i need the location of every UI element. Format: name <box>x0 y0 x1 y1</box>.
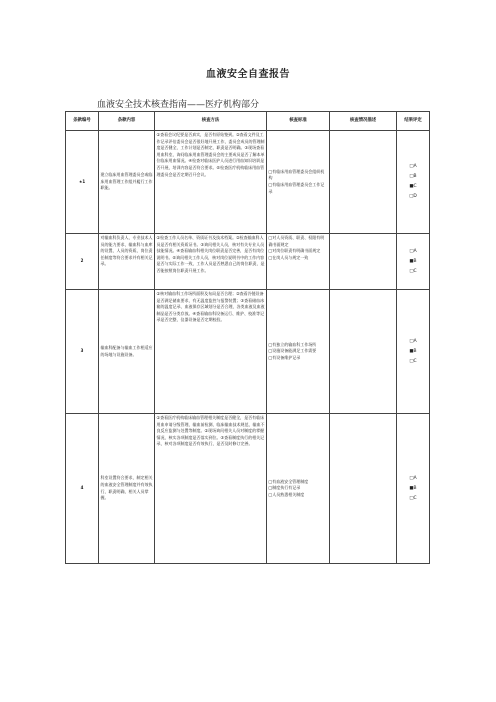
row-method: ①检查工作人员名单、资质证书及技术档案。②检查输血科人员是否有相关资质证书。③询问相关人员，核对有关专业人员技能情况。④查看输血科相关岗位职责是否完善，是否有岗位说明书。⑤询问相关工作人员，核对岗位说明书中的工作内容是否与实际工作一致，工作人员是否熟悉自己的岗位职责，是否能按照岗位职责开展工作。 <box>155 234 267 290</box>
row-content: 建立临床用血管理委员会或临床用血管理工作组并履行工作职能。 <box>99 131 155 234</box>
table-row <box>66 290 430 414</box>
eval-option[interactable]: ■C <box>409 184 417 189</box>
eval-option[interactable]: ■B <box>409 348 417 354</box>
row-content: 输血科配备与输血工作相适应的场地与设施设备。 <box>99 290 155 414</box>
row-evaluation <box>397 290 430 414</box>
row-content: 对输血科负责人、专业技术人员的能力要求、输血科与血库的设置、人员的资质、岗位责任制度等符合要求并有相关记录。 <box>99 234 155 290</box>
row-number: 2 <box>66 234 99 290</box>
row-evaluation <box>397 234 430 290</box>
row-method: ①核对输血科工作场所面积及布局是否合理；②查看冷链设备是否满足储血要求，有无温度监控与报警装置；③查看储血冰箱的温度记录、血液保存区域划分是否合理，各类血液及血液制品是否分类存放。④查看输血科设备运行、维护、校准等记录是否完整，仪器设备是否定期校验。 <box>155 290 267 414</box>
header-check-method: 核查方法 <box>155 112 267 131</box>
doc-subtitle: 血液安全技术核查指南——医疗机构部分 <box>97 100 260 110</box>
eval-option[interactable]: ■B <box>409 485 417 491</box>
doc-title: 血液安全自查报告 <box>206 69 290 80</box>
row-standard: □有独立的输血科工作场所 □设施设备能满足工作需要 □有设备维护记录 <box>267 290 330 414</box>
row-description <box>330 131 397 234</box>
check-table <box>65 111 430 564</box>
header-check-standard: 核查标准 <box>267 112 330 131</box>
eval-option[interactable]: □A <box>409 248 417 254</box>
row-content: 科室设置符合要求，制定相关的血液安全管理制度并有效执行，职责明确，相关人员掌握。 <box>99 414 155 564</box>
header-result-evaluation: 结果评定 <box>397 112 430 131</box>
row-description <box>330 290 397 414</box>
row-standard: □对人员资质、职责、权限有明确书面规定 □对岗位职责有明确书面规定 □在岗人员与规定一致 <box>267 234 330 290</box>
eval-option[interactable]: □A <box>409 338 417 344</box>
row-standard: □有临床用血管理委员会组织机构 □有临床用血管理委员会工作记录 <box>267 131 330 234</box>
eval-option[interactable]: □C <box>409 495 417 501</box>
row-number: 4 <box>66 414 99 564</box>
eval-option[interactable]: □C <box>409 268 417 274</box>
eval-option[interactable]: □D <box>409 194 417 199</box>
row-method: ①查看医疗机构临床输血管理相关制度是否健全，是否有临床用血申请分级管理、输血前检测、临床输血技术规范、输血不良反应监测与处置等制度。②现场询问相关人员对制度的掌握情况，核实各项制度是否落实到位。③查看制度执行的相关记录，核对各项制度是否有效执行，是否及时修订完善。 <box>155 414 267 564</box>
row-evaluation <box>397 131 430 234</box>
row-description <box>330 234 397 290</box>
table-row <box>66 414 430 564</box>
row-description <box>330 414 397 564</box>
header-check-description: 核查情况描述 <box>330 112 397 131</box>
table-row <box>66 131 430 234</box>
table-header-row <box>66 112 430 131</box>
eval-option[interactable]: □A <box>409 164 417 169</box>
eval-option[interactable]: ■B <box>409 258 417 264</box>
eval-option[interactable]: □B <box>409 174 417 179</box>
row-number: 3 <box>66 290 99 414</box>
row-evaluation <box>397 414 430 564</box>
eval-option[interactable]: □A <box>409 475 417 481</box>
header-clause-content: 条款内容 <box>99 112 155 131</box>
row-number: ★1 <box>66 131 99 234</box>
row-standard: □有血液安全管理制度 □制度执行有记录 □人员熟悉相关制度 <box>267 414 330 564</box>
row-method: ①查看会议纪要是否真实，是否有原始签到。②查看文件及工作记录评估委员会是否很好地开展工作，委员会成员的管理制度是否健全，工作计划是否制定、职责是否明确。③现场查看用血科室，询问临床用血管理委员会的主要成员是否了解本单位临床用血情况。④检查对临床医护人员进行用血知识培训是否开展，培训内容是否符合要求。⑤检查医疗机构临床用血管理委员会是否定期召开会议。 <box>155 131 267 234</box>
header-clause-number: 条款编号 <box>66 112 99 131</box>
table-row <box>66 234 430 290</box>
eval-option[interactable]: □C <box>409 358 417 364</box>
